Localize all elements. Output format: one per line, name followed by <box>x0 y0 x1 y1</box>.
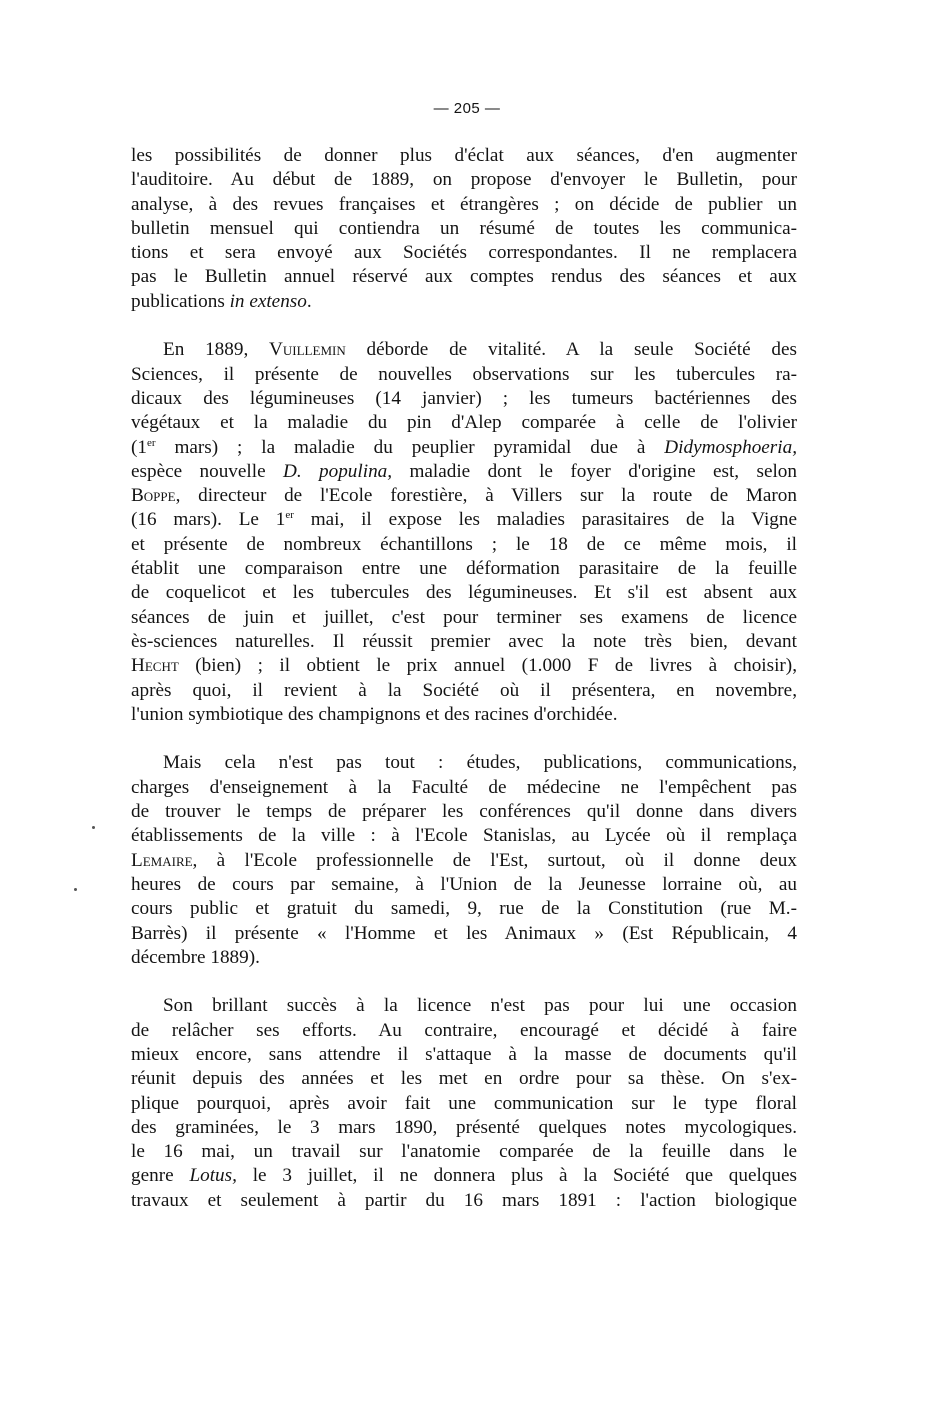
text-line: Son brillant succès à la licence n'est pas pour lui une occasion <box>163 995 797 1017</box>
text-line: dicaux des légumineuses (14 janvier) ; les tumeurs bactériennes des <box>131 387 797 409</box>
text-line: établit une comparaison entre une déformation parasitaire de la feuille <box>131 558 797 580</box>
text-line: Boppe, directeur de l'Ecole forestière, à Villers sur la route de Maron <box>131 485 797 507</box>
text-line: cours public et gratuit du samedi, 9, rue de la Constitution (rue M.- <box>131 898 797 920</box>
text-line: établissements de la ville : à l'Ecole Stanislas, au Lycée où il remplaça <box>131 825 797 847</box>
margin-speck <box>74 888 77 891</box>
italic-term: D. populina, <box>282 460 393 482</box>
text-line: Sciences, il présente de nouvelles observations sur les tubercules ra- <box>131 363 797 385</box>
person-name: Vuillemin <box>269 339 346 361</box>
paragraph-1 <box>131 144 797 314</box>
text-line: (1er mars) ; la maladie du peuplier pyramidal due à Didymosphoeria, <box>131 436 797 458</box>
person-name: Boppe, <box>131 485 181 507</box>
body-text <box>131 144 797 1237</box>
text-line: le 16 mai, un travail sur l'anatomie comparée de la feuille dans le <box>131 1141 797 1163</box>
text-line: Lemaire, à l'Ecole professionnelle de l'Est, surtout, où il donne deux <box>131 849 797 871</box>
text-line: de relâcher ses efforts. Au contraire, encouragé et décidé à faire <box>131 1019 797 1041</box>
text-line: mieux encore, sans attendre il s'attaque à la masse de documents qu'il <box>131 1043 797 1065</box>
text-line: après quoi, il revient à la Société où il présentera, en novembre, <box>131 679 797 701</box>
text-line: de coquelicot et les tubercules des légumineuses. Et s'il est absent aux <box>131 582 797 604</box>
text-line: Barrès) il présente « l'Homme et les Animaux » (Est Républicain, 4 <box>131 922 797 944</box>
text-line: charges d'enseignement à la Faculté de médecine ne l'empêchent pas <box>131 776 797 798</box>
italic-term: in extenso <box>229 290 307 312</box>
text-line: genre Lotus, le 3 juillet, il ne donnera plus à la Société que quelques <box>131 1165 797 1187</box>
text-line: végétaux et la maladie du pin d'Alep comparée à celle de l'olivier <box>131 412 797 434</box>
person-name: Hecht <box>131 655 179 677</box>
text-line: l'union symbiotique des champignons et des racines d'orchidée. <box>131 703 618 725</box>
text-line: décembre 1889). <box>131 946 260 968</box>
text-line: publications in extenso. <box>131 290 312 312</box>
text-line: plique pourquoi, après avoir fait une communication sur le type floral <box>131 1092 797 1114</box>
text-line: des graminées, le 3 mars 1890, présenté quelques notes mycologiques. <box>131 1116 797 1138</box>
text-line: pas le Bulletin annuel réservé aux comptes rendus des séances et aux <box>131 266 797 288</box>
text-line: Hecht (bien) ; il obtient le prix annuel (1.000 F de livres à choisir), <box>131 655 797 677</box>
paragraph-2 <box>131 338 797 727</box>
paragraph-3 <box>131 751 797 970</box>
italic-term: Didymosphoeria, <box>664 436 797 458</box>
text-line: tions et sera envoyé aux Sociétés correspondantes. Il ne remplacera <box>131 242 797 264</box>
text-line: Mais cela n'est pas tout : études, publications, communications, <box>163 752 797 774</box>
text-line: l'auditoire. Au début de 1889, on propose d'envoyer le Bulletin, pour <box>131 169 797 191</box>
text-line: travaux et seulement à partir du 16 mars 1891 : l'action biologique <box>131 1189 797 1211</box>
page-number: — 205 — <box>433 100 501 117</box>
text-line: réunit depuis des années et les met en ordre pour sa thèse. On s'ex- <box>131 1068 797 1090</box>
paragraph-4 <box>131 994 797 1213</box>
text-line: ès-sciences naturelles. Il réussit premier avec la note très bien, devant <box>131 630 797 652</box>
text-line: En 1889, Vuillemin déborde de vitalité. A la seule Société des <box>163 339 797 361</box>
text-line: les possibilités de donner plus d'éclat aux séances, d'en augmenter <box>131 145 797 166</box>
text-line: espèce nouvelle D. populina, maladie dont le foyer d'origine est, selon <box>131 460 797 482</box>
text-line: séances de juin et juillet, c'est pour terminer ses examens de licence <box>131 606 797 628</box>
text-line: bulletin mensuel qui contiendra un résumé de toutes les communica- <box>131 217 797 239</box>
italic-term: Lotus, <box>189 1165 237 1187</box>
text-line: analyse, à des revues françaises et étrangères ; on décide de publier un <box>131 193 797 215</box>
margin-speck <box>92 826 95 829</box>
text-line: et présente de nombreux échantillons ; le 18 de ce même mois, il <box>131 533 797 555</box>
text-line: heures de cours par semaine, à l'Union de la Jeunesse lorraine où, au <box>131 873 797 895</box>
text-line: de trouver le temps de préparer les conférences qu'il donne dans divers <box>131 801 797 823</box>
text-line: (16 mars). Le 1er mai, il expose les maladies parasitaires de la Vigne <box>131 509 797 531</box>
person-name: Lemaire, <box>131 849 198 871</box>
